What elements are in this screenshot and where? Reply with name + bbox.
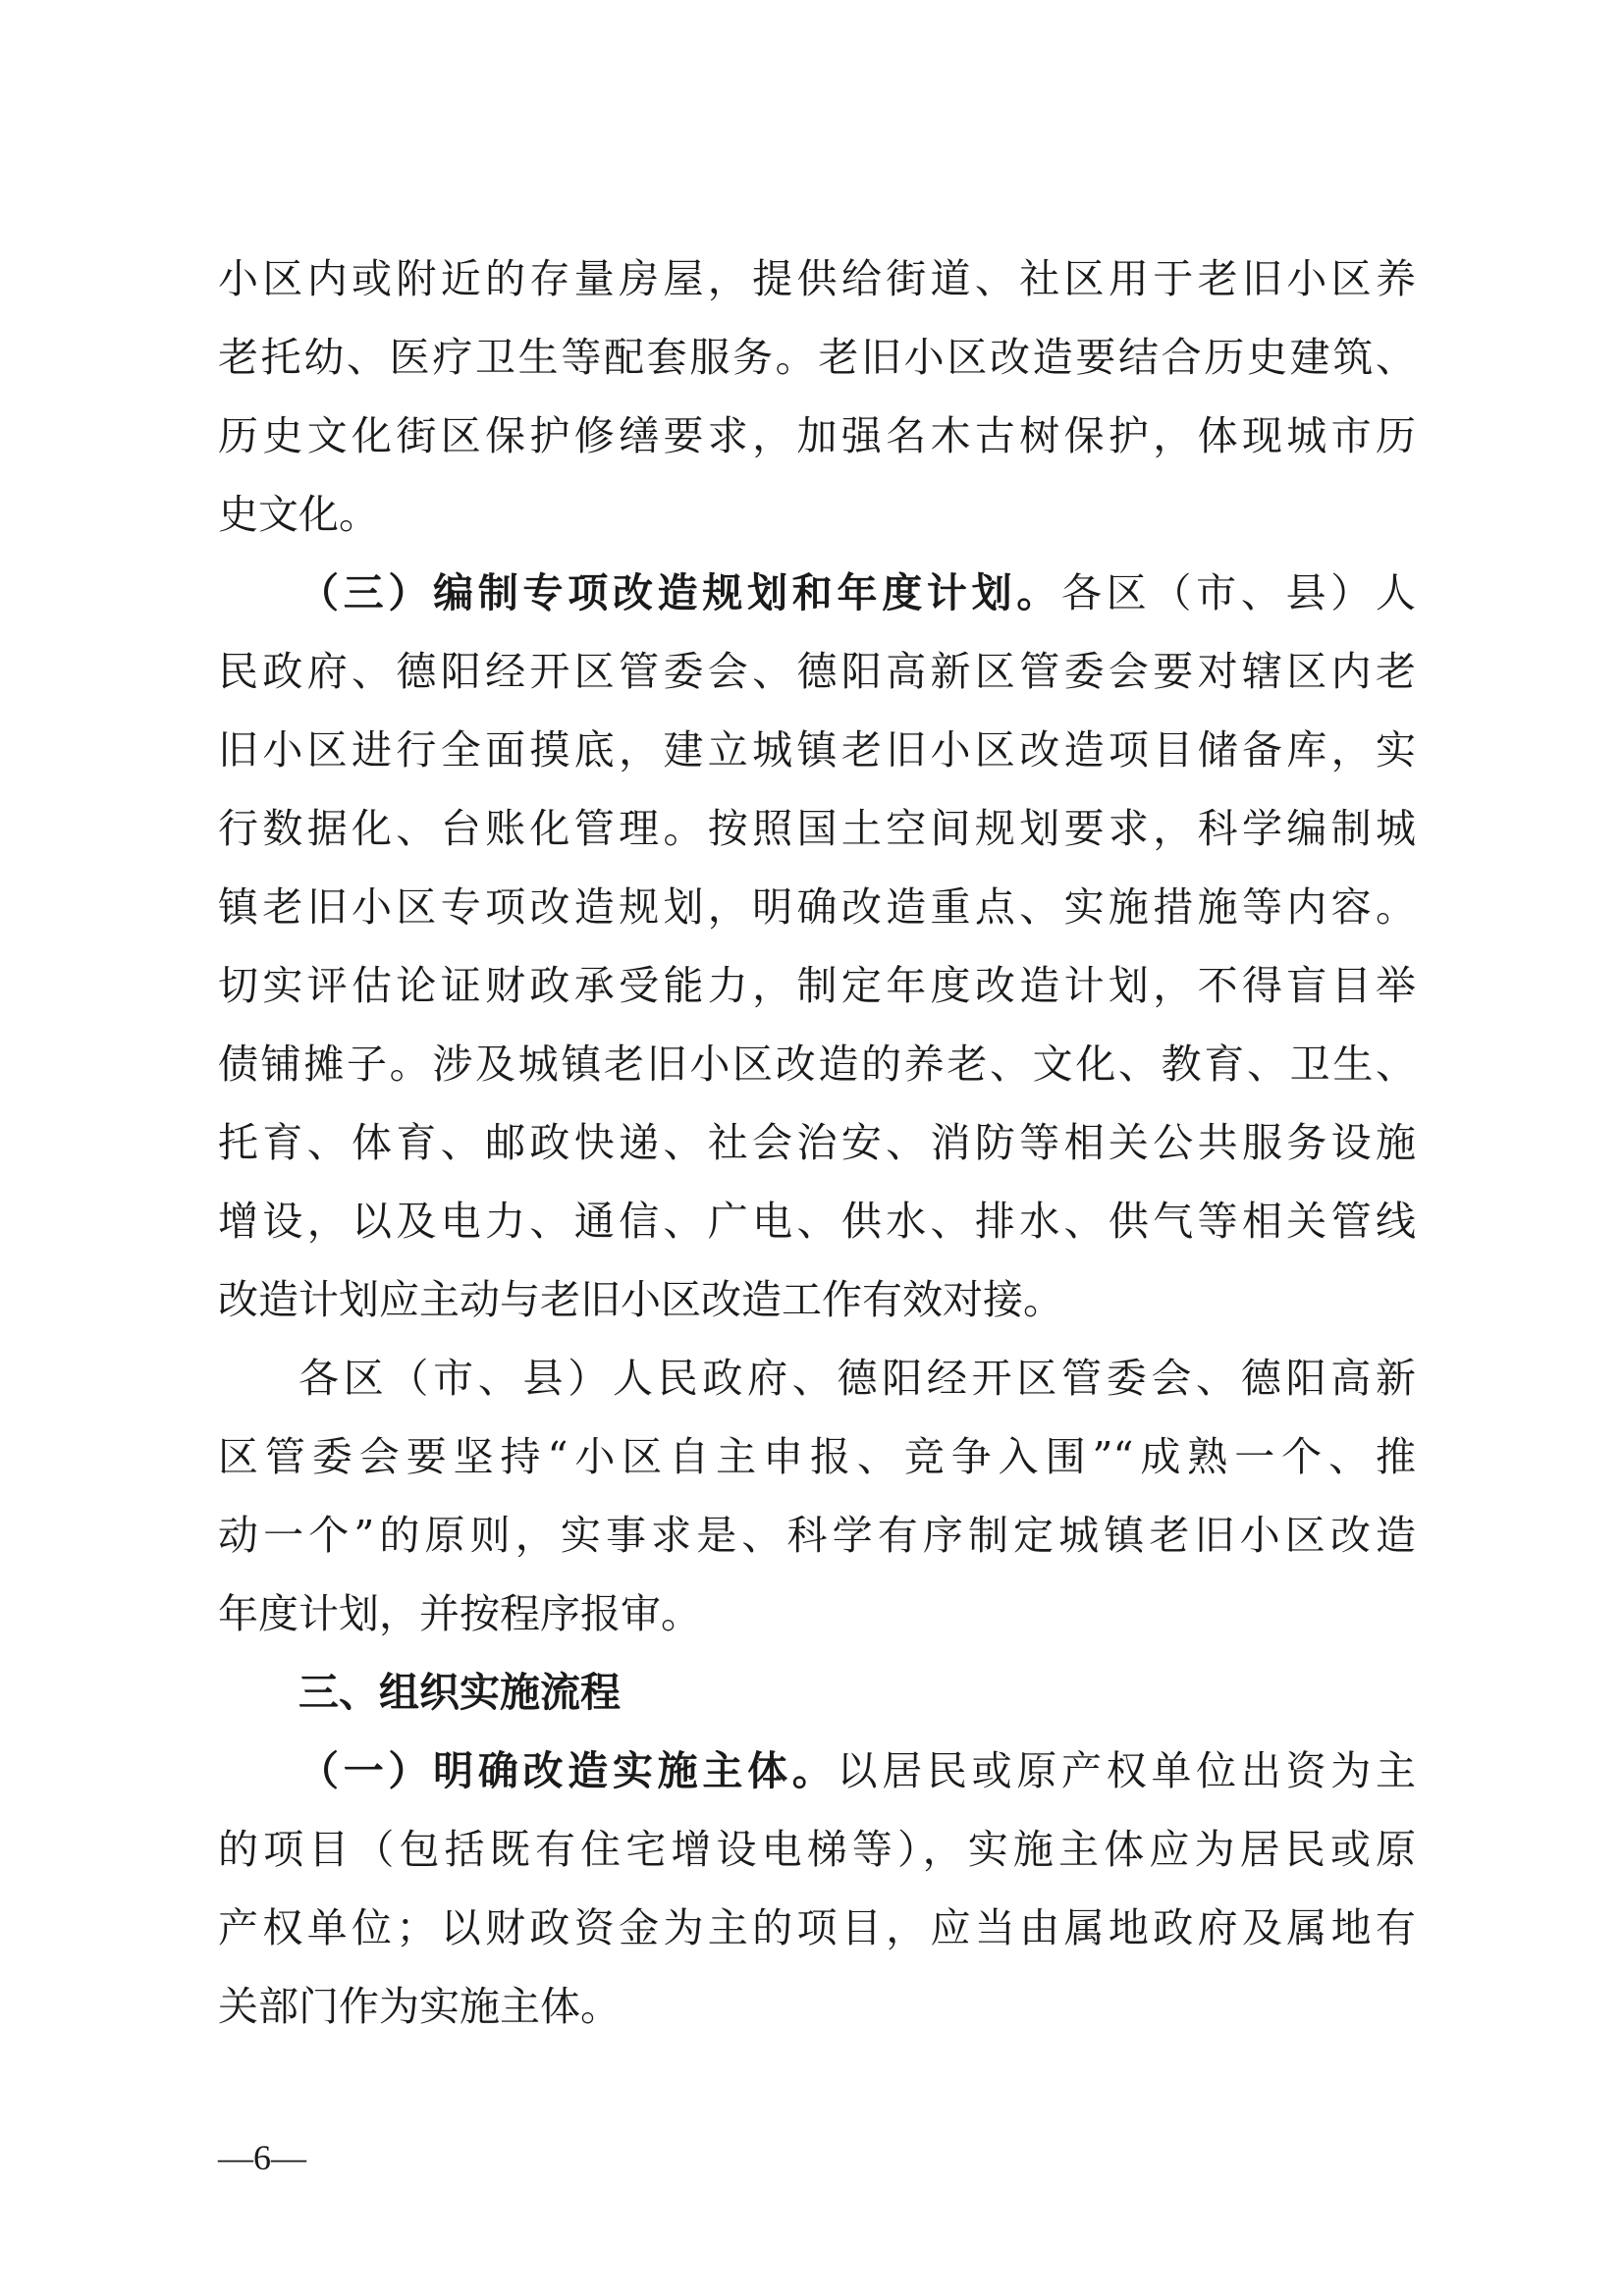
body-line: 债铺摊子。涉及城镇老旧小区改造的养老、文化、教育、卫生、 (218, 1041, 1416, 1088)
body-line: 镇老旧小区专项改造规划，明确改造重点、实施措施等内容。 (218, 883, 1416, 931)
body-line: 增设，以及电力、通信、广电、供水、排水、供气等相关管线 (218, 1198, 1416, 1245)
body-line: 托育、体育、邮政快递、社会治安、消防等相关公共服务设施 (218, 1119, 1416, 1166)
body-line: 产权单位；以财政资金为主的项目，应当由属地政府及属地有 (218, 1904, 1416, 1951)
page-number: —6— (218, 2138, 306, 2177)
body-line: 切实评估论证财政承受能力，制定年度改造计划，不得盲目举 (218, 962, 1416, 1009)
body-line: 民政府、德阳经开区管委会、德阳高新区管委会要对辖区内老 (218, 648, 1416, 695)
body-line: 历史文化街区保护修缮要求，加强名木古树保护，体现城市历 (218, 412, 1416, 459)
body-line: 行数据化、台账化管理。按照国土空间规划要求，科学编制城 (218, 805, 1416, 852)
body-line: 动一个”的原则，实事求是、科学有序制定城镇老旧小区改造 (218, 1512, 1416, 1559)
body-text: 以居民或原产权单位出资为主 (837, 1747, 1416, 1794)
body-line: 区管委会要坚持“小区自主申报、竞争入围”“成熟一个、推 (218, 1433, 1416, 1480)
paragraph-first-line (298, 554, 1416, 632)
body-line: 小区内或附近的存量房屋，提供给街道、社区用于老旧小区养 (218, 255, 1416, 302)
body-line: 的项目（包括既有住宅增设电梯等），实施主体应为居民或原 (218, 1826, 1416, 1873)
body-text: 各区（市、县）人 (1061, 569, 1417, 616)
subsection-heading: （三）编制专项改造规划和年度计划。 (298, 569, 1062, 616)
subsection-heading: （一）明确改造实施主体。 (298, 1747, 838, 1794)
paragraph-first-line (298, 1732, 1416, 1810)
body-line: 旧小区进行全面摸底，建立城镇老旧小区改造项目储备库，实 (218, 726, 1416, 774)
body-line: 改造计划应主动与老旧小区改造工作有效对接。 (218, 1276, 1063, 1323)
section-heading: 三、组织实施流程 (298, 1669, 621, 1716)
body-line: 史文化。 (218, 491, 379, 538)
paragraph-first-line: 各区（市、县）人民政府、德阳经开区管委会、德阳高新 (298, 1355, 1416, 1402)
body-line: 老托幼、医疗卫生等配套服务。老旧小区改造要结合历史建筑、 (218, 334, 1416, 381)
body-line: 关部门作为实施主体。 (218, 1983, 621, 2030)
body-line: 年度计划，并按程序报审。 (218, 1590, 701, 1637)
